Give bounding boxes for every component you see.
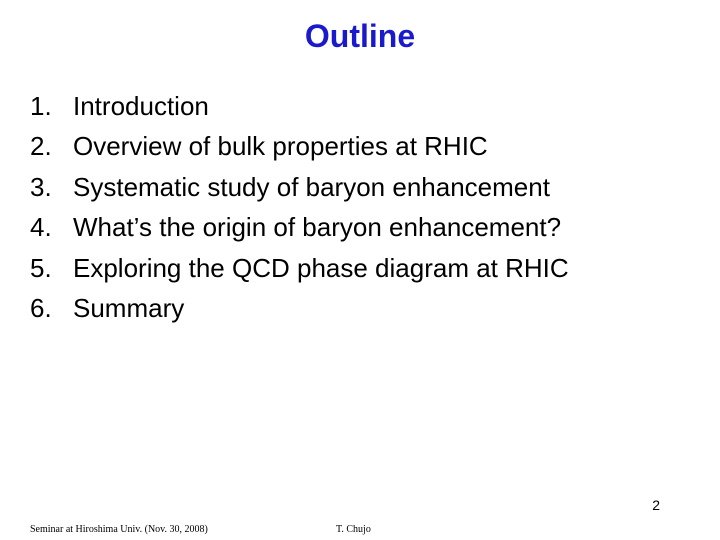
item-text: Summary [73, 293, 185, 324]
footer-seminar: Seminar at Hiroshima Univ. (Nov. 30, 2008) [30, 524, 208, 535]
item-text: Exploring the QCD phase diagram at RHIC [73, 252, 569, 283]
footer-author: T. Chujo [336, 524, 371, 535]
item-number: 4. [30, 212, 52, 243]
item-number: 3. [30, 171, 52, 202]
item-number: 1. [30, 90, 52, 121]
item-number: 6. [30, 293, 52, 324]
slide-title: Outline [304, 18, 416, 54]
outline-list [30, 86, 690, 329]
item-text: Introduction [73, 90, 209, 121]
item-text: Systematic study of baryon enhancement [73, 171, 550, 202]
item-number: 2. [30, 131, 52, 162]
outline-item [30, 127, 690, 168]
outline-item [30, 248, 690, 289]
page-number: 2 [652, 497, 660, 513]
outline-item [30, 289, 690, 330]
item-text: What’s the origin of baryon enhancement? [73, 212, 562, 243]
item-number: 5. [30, 252, 52, 283]
outline-item [30, 208, 690, 249]
outline-item [30, 86, 690, 127]
item-text: Overview of bulk properties at RHIC [73, 131, 488, 162]
outline-item [30, 167, 690, 208]
